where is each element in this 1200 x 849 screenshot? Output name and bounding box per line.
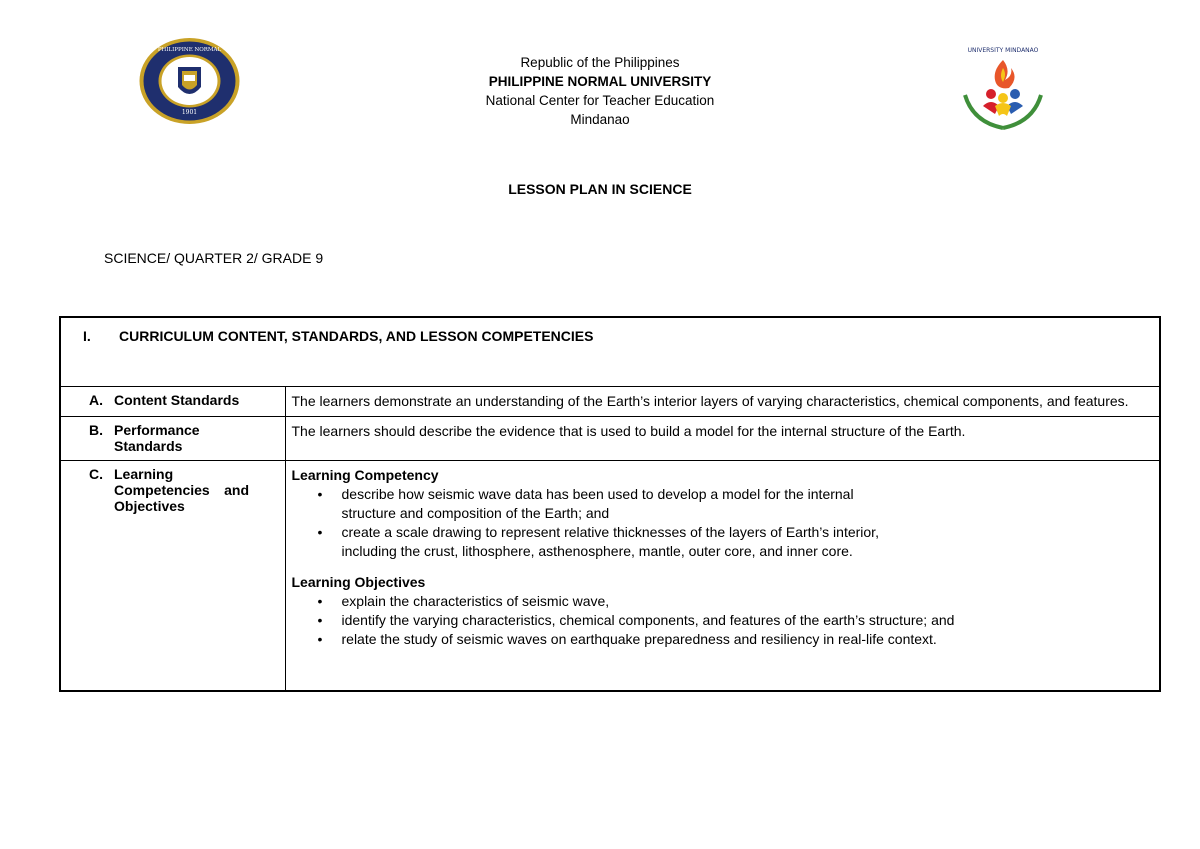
row-label: Performance <box>114 422 200 438</box>
row-label-cont: Standards <box>114 438 183 454</box>
lesson-plan-table <box>59 316 1161 692</box>
svg-text:UNIVERSITY MINDANAO: UNIVERSITY MINDANAO <box>967 47 1039 54</box>
row-label-cont: Objectives <box>114 498 185 514</box>
svg-text:PHILIPPINE NORMAL: PHILIPPINE NORMAL <box>157 47 222 53</box>
subject-line: SCIENCE/ QUARTER 2/ GRADE 9 <box>104 250 324 266</box>
list-item: • relate the study of seismic waves on earthquake preparedness and resiliency in real-life context. <box>342 630 1152 649</box>
row-label: Content Standards <box>114 392 240 408</box>
row-label: Learning <box>114 466 174 482</box>
republic-line: Republic of the Philippines <box>520 55 680 70</box>
performance-standards-text: The learners should describe the evidence that is used to build a model for the internal structure of the Earth. <box>285 417 1160 461</box>
content-standards-row <box>60 387 1160 417</box>
section-heading: CURRICULUM CONTENT, STANDARDS, AND LESSON COMPETENCIES <box>119 328 594 344</box>
objectives-heading: Learning Objectives <box>291 574 426 590</box>
list-item: • explain the characteristics of seismic wave, <box>342 592 1152 611</box>
page-title: LESSON PLAN IN SCIENCE <box>508 181 692 197</box>
list-item: • create a scale drawing to represent relative thicknesses of the layers of Earth’s interior, including the crust, lithosphere, asthenosphere, mantle, outer core, and inner core. <box>342 523 1152 561</box>
section-header-row <box>60 317 1160 387</box>
row-label-cont: Competencies and <box>114 482 249 498</box>
svg-text:1901: 1901 <box>181 109 198 116</box>
learning-competencies-row <box>60 461 1160 692</box>
university-name: PHILIPPINE NORMAL UNIVERSITY <box>488 74 712 89</box>
performance-standards-row <box>60 417 1160 461</box>
row-letter: B. <box>89 422 103 438</box>
competency-heading: Learning Competency <box>291 467 439 483</box>
objectives-list <box>292 592 1152 649</box>
competency-list <box>292 485 1152 561</box>
row-letter: A. <box>89 392 103 408</box>
list-item: • identify the varying characteristics, chemical components, and features of the earth’s structure; and <box>342 611 1152 630</box>
section-number: I. <box>83 328 91 344</box>
campus-line: Mindanao <box>570 112 630 127</box>
center-line: National Center for Teacher Education <box>485 93 715 108</box>
document-header <box>0 53 1200 129</box>
list-item: • describe how seismic wave data has been used to develop a model for the internal structure and composition of the Earth; and <box>342 485 1152 523</box>
row-letter: C. <box>89 466 103 482</box>
content-standards-text: The learners demonstrate an understanding of the Earth’s interior layers of varying characteristics, chemical components, and features. <box>285 387 1160 417</box>
